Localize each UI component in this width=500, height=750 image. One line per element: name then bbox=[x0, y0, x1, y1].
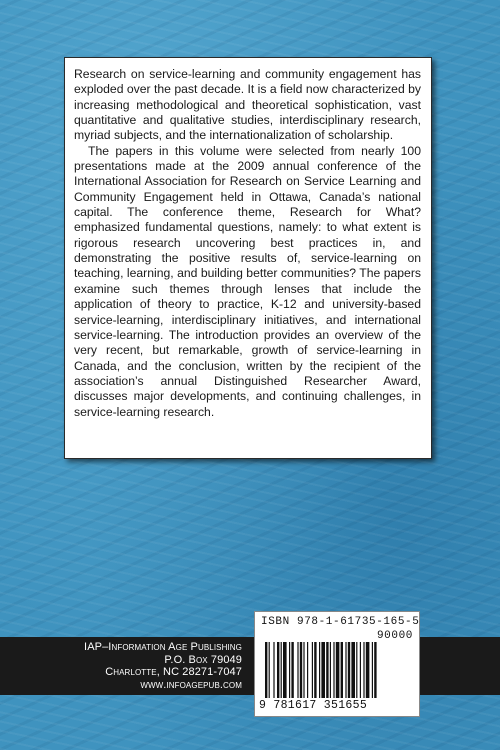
barcode-bar bbox=[273, 642, 274, 698]
barcode-bar bbox=[336, 642, 340, 698]
barcode-bar bbox=[297, 642, 298, 698]
description-box bbox=[64, 57, 432, 459]
barcode-bar bbox=[345, 642, 346, 698]
publisher-info bbox=[84, 641, 242, 691]
barcode-bar bbox=[330, 642, 331, 698]
barcode-bar bbox=[363, 642, 364, 698]
barcode-bar bbox=[341, 642, 343, 698]
barcode-bar bbox=[319, 642, 320, 698]
publisher-website: www.infoagepub.com bbox=[140, 678, 242, 691]
barcode-block bbox=[254, 611, 420, 717]
publisher-name: IAP–Information Age Publishing bbox=[84, 641, 242, 653]
barcode-bar bbox=[356, 642, 357, 698]
barcode-bar bbox=[291, 642, 293, 698]
barcode-bar bbox=[281, 642, 282, 698]
barcode-bar bbox=[300, 642, 302, 698]
barcode-bar bbox=[374, 642, 376, 698]
barcode-bar bbox=[366, 642, 370, 698]
barcode-bar bbox=[303, 642, 304, 698]
price-code: 90000 bbox=[376, 630, 413, 642]
description-paragraph-1: Research on service-learning and community engagement has exploded over the past decade. It is a field now characterized by increasing methodological and theoretical sophistication, vast quantitative and qualitative studies, interdisciplinary research, myriad subjects, and the internationalization of scholarship. bbox=[74, 67, 421, 143]
publisher-band bbox=[0, 637, 500, 695]
description-paragraph-2: The papers in this volume were selected from nearly 100 presentations made at the 2009 annual conference of the International Association for Research on Service Learning and Community Engagement held in Ottawa, Canada’s national capital. The conference theme, Research for What? emphasized fundamental questions, namely: to what extent is rigorous research uncovering best practices in, and demonstrating the positive results of, service-learning on teaching, learning, and building better communities? The papers examine such themes through lenses that include the application of theory to practice, K-12 and university-based service-learning, interdisciplinary initiatives, and international service-learning. The introduction provides an overview of the very recent, but remarkable, growth of service-learning in Canada, and the conclusion, written by the recipient of the association’s annual Distinguished Researcher Award, discusses major developments, and continuing challenges, in service-learning research. bbox=[74, 143, 421, 419]
barcode-bar bbox=[269, 642, 270, 698]
isbn-label: ISBN 978-1-61735-165-5 bbox=[261, 616, 420, 628]
barcode-bar bbox=[321, 642, 325, 698]
barcode-digits: 9 781617 351655 bbox=[259, 699, 368, 712]
barcode-bar bbox=[265, 642, 267, 698]
barcode-bar bbox=[277, 642, 279, 698]
barcode-bar bbox=[326, 642, 328, 698]
barcode-bars bbox=[265, 642, 411, 698]
barcode-bar bbox=[307, 642, 308, 698]
barcode-bar bbox=[312, 642, 313, 698]
barcode-bar bbox=[348, 642, 350, 698]
barcode-bar bbox=[283, 642, 287, 698]
barcode-bar bbox=[289, 642, 290, 698]
publisher-po-box: P.O. Box 79049 bbox=[164, 653, 242, 666]
barcode-bar bbox=[360, 642, 361, 698]
publisher-city: Charlotte, NC 28271-7047 bbox=[105, 666, 242, 679]
barcode-bar bbox=[351, 642, 355, 698]
barcode-bar bbox=[314, 642, 316, 698]
barcode-bar bbox=[372, 642, 373, 698]
barcode-bar bbox=[333, 642, 334, 698]
